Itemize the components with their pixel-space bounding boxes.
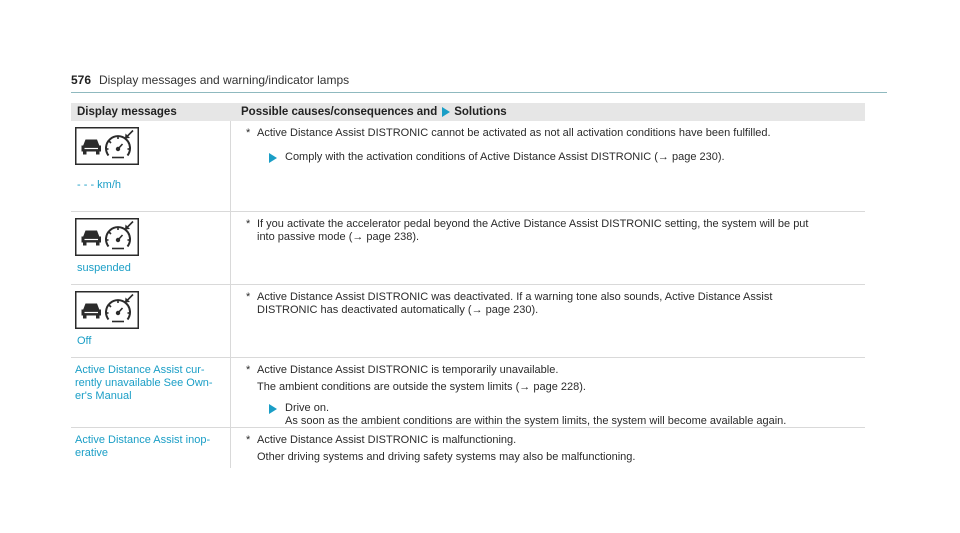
message-cell: [71, 121, 231, 211]
page-number: 576: [71, 73, 92, 87]
distronic-speedometer-icon: [75, 127, 139, 165]
cause-text-line: If you activate the accelerator pedal beyond the Active Distance Assist DISTRONIC setting, the system will be put: [257, 218, 809, 230]
messages-table: [71, 103, 865, 468]
message-cell: [71, 358, 231, 427]
table-row: [71, 285, 865, 358]
play-triangle-icon: [269, 153, 277, 163]
message-label-line: er's Manual: [75, 390, 132, 402]
cause-detail: Other driving systems and driving safety systems may also be malfunctioning.: [257, 451, 636, 463]
cause-cell: [231, 285, 865, 357]
solution-step: [269, 402, 865, 428]
page-header: [71, 70, 887, 93]
cause-detail: The ambient conditions are outside the system limits (→ page 228).: [257, 381, 586, 393]
col-causes-header: [238, 106, 865, 118]
table-header: [71, 103, 865, 121]
col-causes-header-text: Possible causes/consequences and: [241, 106, 438, 118]
solution-text: Comply with the activation conditions of Active Distance Assist DISTRONIC (→ page 230).: [285, 151, 725, 163]
message-label-line: rently unavailable See Own-: [75, 377, 213, 389]
distronic-speedometer-icon: [75, 291, 139, 329]
cause-text-line: Active Distance Assist DISTRONIC was deactivated. If a warning tone also sounds, Active Distance Assist: [257, 291, 773, 303]
message-label-line: erative: [75, 447, 109, 459]
col-solutions-header-text: Solutions: [454, 106, 507, 118]
table-row: [71, 358, 865, 428]
bullet-marker: *: [246, 291, 251, 303]
cause-cell: [231, 358, 865, 427]
distronic-speedometer-icon: [75, 218, 139, 256]
bullet-marker: *: [246, 434, 251, 446]
message-cell: [71, 285, 231, 357]
bullet-marker: *: [246, 127, 251, 139]
message-label-line: Active Distance Assist inop-: [75, 434, 211, 446]
table-row: [71, 121, 865, 212]
page-title: Display messages and warning/indicator lamps: [99, 73, 350, 87]
message-label: Off: [77, 335, 92, 347]
message-label: suspended: [77, 262, 131, 274]
solution-detail: As soon as the ambient conditions are within the system limits, the system will become available again.: [285, 415, 787, 427]
solution-step: [269, 151, 865, 164]
solution-text: Drive on.: [285, 402, 330, 414]
bullet-marker: *: [246, 218, 251, 230]
play-triangle-icon: [442, 107, 450, 117]
table-row: [71, 428, 865, 468]
message-label: - - - km/h: [77, 179, 121, 191]
message-label-line: Active Distance Assist cur-: [75, 364, 205, 376]
col-display-messages-header: Display messages: [77, 106, 177, 118]
cause-text: Active Distance Assist DISTRONIC is temporarily unavailable.: [257, 364, 559, 376]
table-row: [71, 212, 865, 285]
cause-cell: [231, 428, 865, 468]
cause-text-line: into passive mode (→ page 238).: [257, 231, 420, 243]
message-cell: [71, 212, 231, 284]
cause-cell: [231, 212, 865, 284]
cause-cell: [231, 121, 865, 211]
message-cell: [71, 428, 231, 468]
cause-text-line: DISTRONIC has deactivated automatically (→ page 230).: [257, 304, 539, 316]
cause-text: Active Distance Assist DISTRONIC cannot be activated as not all activation conditions have been fulfilled.: [257, 127, 771, 139]
cause-text: Active Distance Assist DISTRONIC is malfunctioning.: [257, 434, 517, 446]
play-triangle-icon: [269, 404, 277, 414]
bullet-marker: *: [246, 364, 251, 376]
